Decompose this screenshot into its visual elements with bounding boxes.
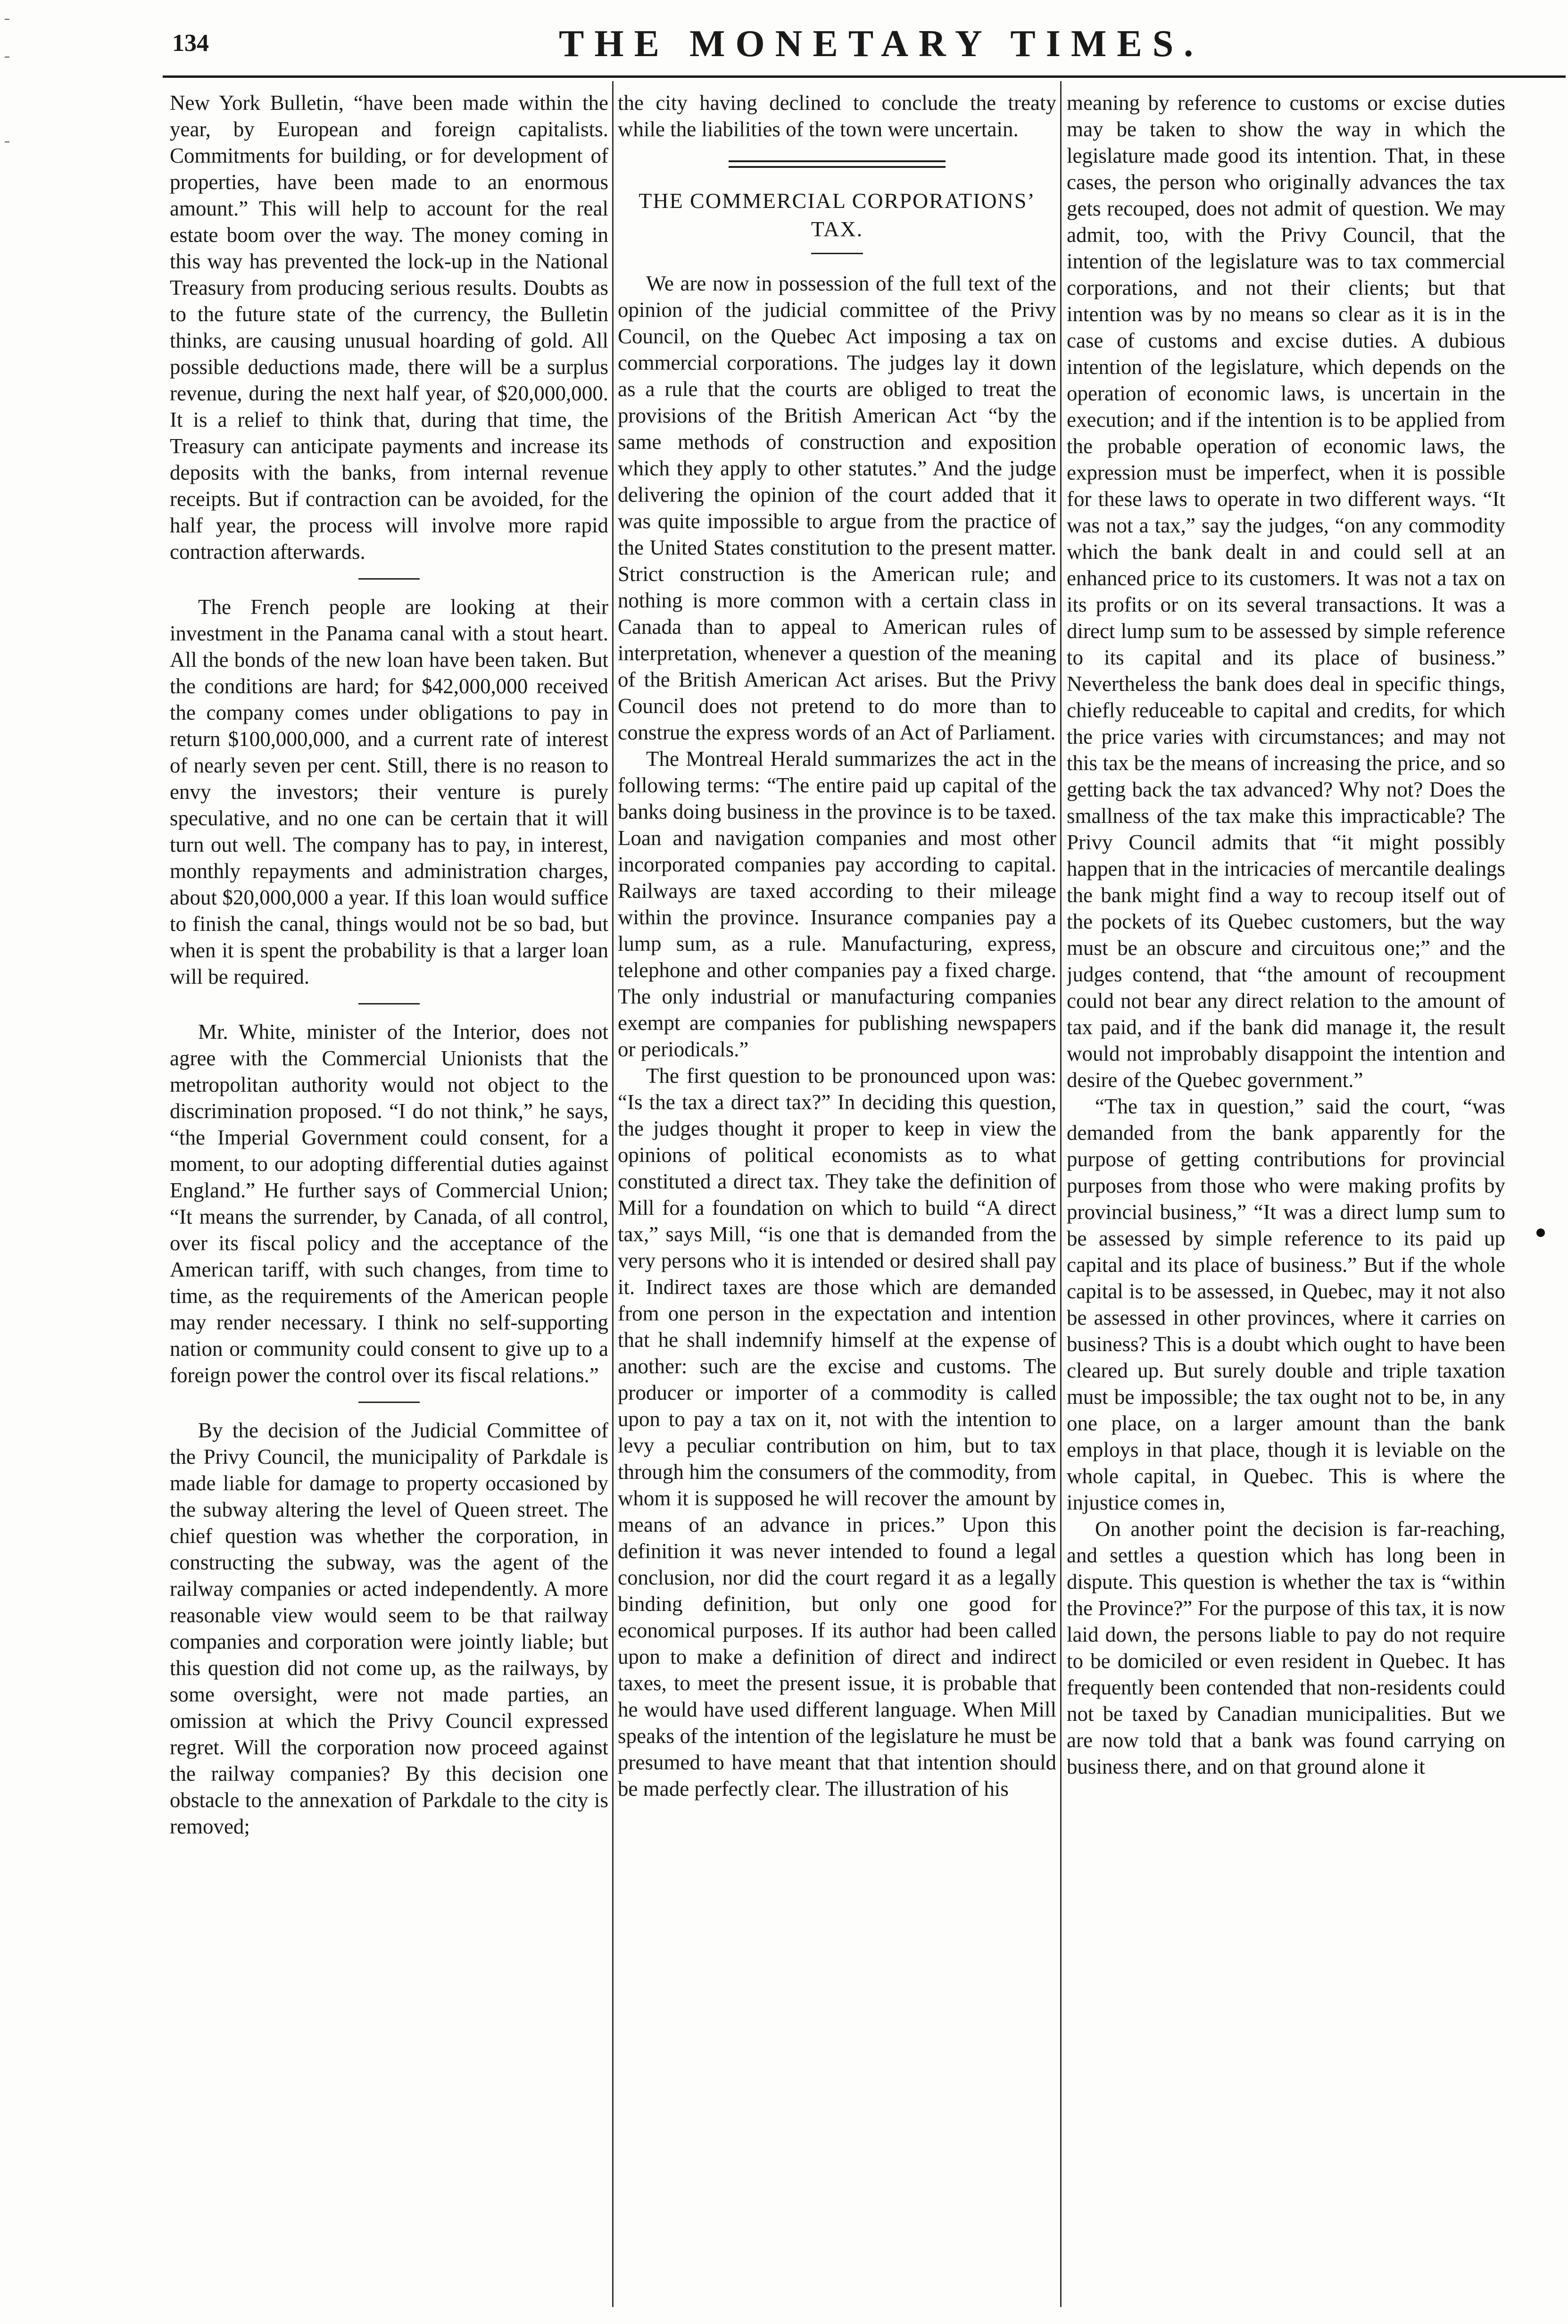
article-paragraph: New York Bulletin, “have been made within the year, by European and foreign capitalists. Commitments for building, or for development of properties, have been made to an enormous amount.” This will help to account for the real estate boom over the way. The money coming in this way has prevented the lock-up in the National Treasury from producing serious results. Doubts as to the future state of the currency, the Bulletin thinks, are causing unusual hoarding of gold. All possible deductions made, there will be a surplus revenue, during the next half year, of $20,000,000. It is a relief to think that, during that time, the Treasury can anticipate payments and increase its deposits with the banks, from internal revenue receipts. But if contraction can be avoided, for the half year, the process will involve more rapid contraction afterwards. [170, 91, 608, 564]
page-number: 134 [172, 30, 209, 57]
gutter-mark [5, 19, 9, 20]
column-divider [1060, 81, 1062, 2307]
ink-blot-mark [1536, 1228, 1545, 1237]
double-rule [729, 160, 946, 168]
article-paragraph: the city having declined to conclude the treaty while the liabilities of the town were uncertain. [618, 91, 1056, 141]
gutter-mark [5, 57, 9, 58]
gutter-mark [5, 141, 9, 142]
column-1 [170, 90, 608, 2306]
column-divider [612, 81, 614, 2307]
column-2 [618, 90, 1056, 2306]
article-paragraph: By the decision of the Judicial Committee of the Privy Council, the municipality of Parkdale is made liable for damage to property occasioned by the subway altering the level of Queen street. The chief question was whether the corporation, in constructing the subway, was the agent of the railway companies or acted independently. A more reasonable view would seem to be that railway companies and corporation were jointly liable; but this question did not come up, as the railways, by some oversight, were not made parties, an omission at which the Privy Council expressed regret. Will the corporation now proceed against the railway companies? By this decision one obstacle to the annexation of Parkdale to the city is removed; [170, 1419, 608, 1838]
section-separator [358, 1402, 420, 1403]
article-paragraph: Mr. White, minister of the Interior, does not agree with the Commercial Unionists that the metropolitan authority would not object to the discrimination proposed. “I do not think,” he says, “the Imperial Government could consent, for a moment, to our adopting differential duties against England.” He further says of Commercial Union; “It means the surrender, by Canada, of all control, over its fiscal policy and the acceptance of the American tariff, with such changes, from time to time, as the requirements of the American people may render necessary. I think no self-supporting nation or community could consent to give up to a foreign power the control over its fiscal relations.” [170, 1020, 608, 1387]
article-paragraph: meaning by reference to customs or excise duties may be taken to show the way in which the legislature made good its intention. That, in these cases, the person who originally advances the tax gets recouped, does not admit of question. We may admit, too, with the Privy Council, that the intention of the legislature was to tax commercial corporations, and not their clients; but that intention was by no means so clear as it is in the case of customs and excise duties. A dubious intention of the legislature, which depends on the operation of economic laws, is uncertain in the execution; and if the intention is to be applied from the probable operation of economic laws, the expression must be imperfect, when it is possible for these laws to operate in two different ways. “It was not a tax,” say the judges, “on any commodity which the bank dealt in and could sell at an enhanced price to its customers. It was not a tax on its profits or on its several transactions. It was a direct lump sum to be assessed by simple reference to its capital and its place of business.” Nevertheless the bank does deal in specific things, chiefly reduceable to capital and credits, for which the price varies with circumstances; and may not this tax be the means of increasing the price, and so getting back the tax advanced? Why not? Does the smallness of the tax make this impracticable? The Privy Council admits that “it might possibly happen that in the intricacies of mercantile dealings the bank might find a way to recoup itself out of the pockets of its Quebec customers, but the way must be an obscure and circuitous one;” and the judges contend, that “the amount of recoupment could not bear any direct relation to the amount of tax paid, and if the bank did manage it, the result would not improbably disappoint the intention and desire of the Quebec government.” [1067, 91, 1505, 1092]
article-paragraph: “The tax in question,” said the court, “was demanded from the bank apparently for the purpose of getting contributions for provincial purposes from those who were making profits by provincial business,” “It was a direct lump sum to be assessed by simple reference to its paid up capital and its place of business.” But if the whole capital is to be assessed, in Quebec, may it not also be assessed in other provinces, where it carries on business? This is a doubt which ought to have been cleared up. But surely double and triple taxation must be impossible; the tax ought not to be, in any one place, on a larger amount than the bank employs in that place, though it is leviable on the whole capital, in Quebec. This is where the injustice comes in, [1067, 1095, 1505, 1514]
article-paragraph: We are now in possession of the full text of the opinion of the judicial committee of the Privy Council, on the Quebec Act imposing a tax on commercial corporations. The judges lay it down as a rule that the courts are obliged to treat the provisions of the British American Act “by the same methods of construction and exposition which they apply to other statutes.” And the judge delivering the opinion of the court added that it was quite impossible to argue from the practice of the United States constitution to the present matter. Strict construction is the American rule; and nothing is more common with a certain class in Canada than to appeal to American rules of interpretation, whenever a question of the meaning of the British American Act arises. But the Privy Council does not pretend to do more than to construe the express words of an Act of Parliament. [618, 272, 1056, 744]
article-paragraph: The Montreal Herald summarizes the act in the following terms: “The entire paid up capital of the banks doing business in the province is to be taxed. Loan and navigation companies and most other incorporated companies pay according to capital. Railways are taxed according to their mileage within the province. Insurance companies pay a lump sum, as a rule. Manufacturing, express, telephone and other companies pay a fixed charge. The only industrial or manufacturing companies exempt are companies for publishing newspapers or periodicals.” [618, 747, 1056, 1061]
article-paragraph: The French people are looking at their investment in the Panama canal with a stout heart. All the bonds of the new loan have been taken. But the conditions are hard; for $42,000,000 received the company comes under obligations to pay in return $100,000,000, and a current rate of interest of nearly seven per cent. Still, there is no reason to envy the investors; their venture is purely speculative, and no one can be certain that it will turn out well. The company has to pay, in interest, monthly repayments and administration charges, about $20,000,000 a year. If this loan would suffice to finish the canal, things would not be so bad, but when it is spent the probability is that a larger loan will be required. [170, 595, 608, 988]
article-headline: THE COMMERCIAL CORPORATIONS’ TAX. [639, 189, 1036, 241]
publication-title: THE MONETARY TIMES. [559, 23, 1204, 65]
section-separator [358, 1003, 420, 1004]
article-paragraph: On another point the decision is far-reaching, and settles a question which has long been in dispute. This question is whether the tax is “within the Province?” For the purpose of this tax, it is now laid down, the persons liable to pay do not require to be domiciled or even resident in Quebec. It has frequently been contended that non-residents could not be taxed by Canadian municipalities. But we are now told that a bank was found carrying on business there, and on that ground alone it [1067, 1517, 1505, 1778]
column-3 [1067, 90, 1505, 2306]
section-separator [358, 578, 420, 580]
header-rule [163, 75, 1566, 78]
page-header [172, 19, 1549, 71]
headline-rule [811, 253, 863, 254]
article-paragraph: The first question to be pronounced upon was: “Is the tax a direct tax?” In deciding this question, the judges thought it proper to keep in view the opinions of political economists as to what constituted a direct tax. They take the definition of Mill for a foundation on which to build “A direct tax,” says Mill, “is one that is demanded from the very persons who it is intended or desired shall pay it. Indirect taxes are those which are demanded from one person in the expectation and intention that he shall indemnify himself at the expense of another: such are the excise and customs. The producer or importer of a commodity is called upon to pay a tax on it, not with the intention to levy a peculiar contribution on him, but to tax through him the consumers of the commodity, from whom it is supposed he will recover the amount by means of an advance in prices.” Upon this definition it was never intended to found a legal conclusion, nor did the court regard it as a legally binding definition, but only one good for economical purposes. If its author had been called upon to make a definition of direct and indirect taxes, to meet the present issue, it is probable that he would have used different language. When Mill speaks of the intention of the legislature he must be presumed to have meant that that intention should be made perfectly clear. The illustration of his [618, 1064, 1056, 1801]
